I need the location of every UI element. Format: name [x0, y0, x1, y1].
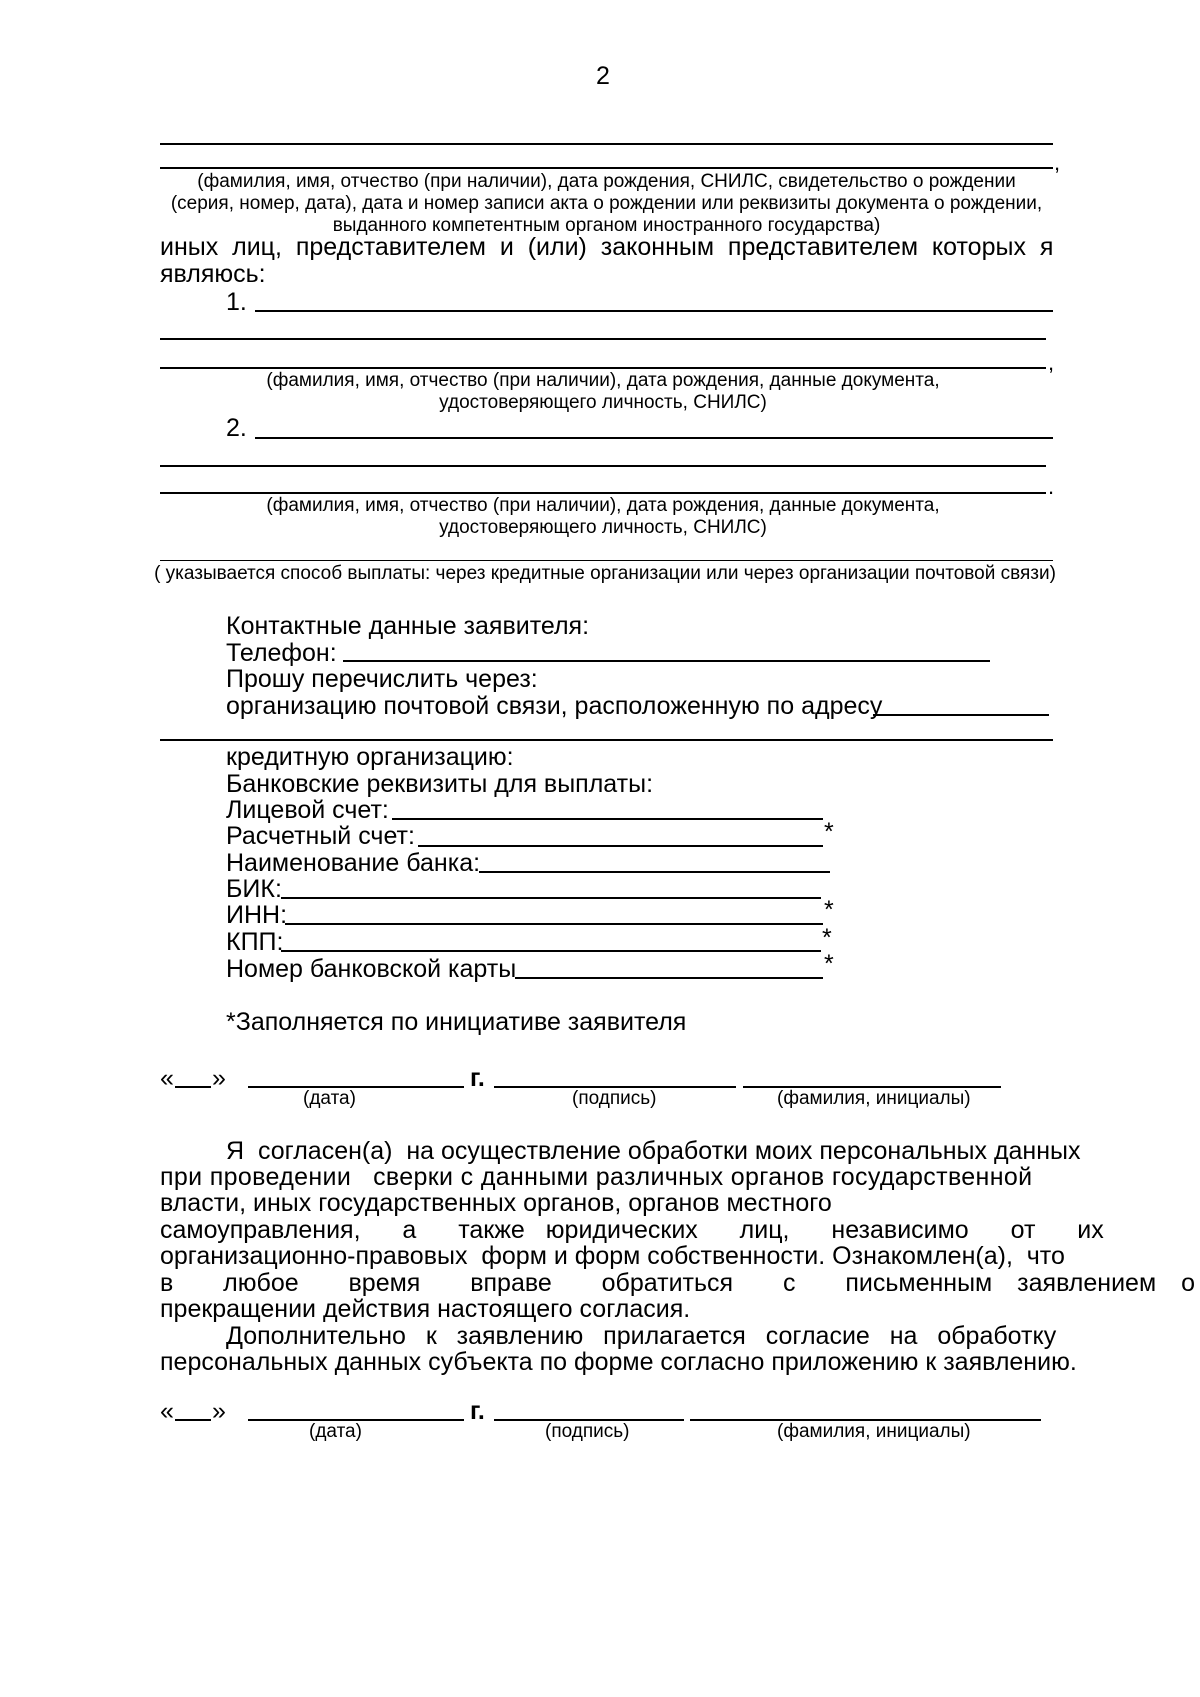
person-1-trailing: , [1048, 350, 1055, 375]
header-caption-line: (серия, номер, дата), дата и номер записи акта о рождении или реквизиты документа о рождении, [170, 193, 1043, 214]
consent-line-2: при проведении сверки с данными различных органов государственной [160, 1163, 1033, 1191]
post-address-field[interactable] [873, 714, 1049, 716]
signature-1-year-suffix: г. [470, 1064, 485, 1092]
phone-label: Телефон: [226, 639, 337, 667]
person-1-fill-line-1[interactable] [255, 310, 1053, 312]
person-2-caption-line: (фамилия, имя, отчество (при наличии), дата рождения, данные документа, [266, 495, 940, 516]
person-2-fill-line-2[interactable] [160, 465, 1046, 467]
payment-method-caption: ( указывается способ выплаты: через кредитные организации или через организации почтовой связи) [154, 563, 1056, 584]
signature-2-date-caption: (дата) [309, 1421, 362, 1442]
person-1-caption-line: удостоверяющего личность, СНИЛС) [439, 392, 767, 413]
kpp-field[interactable] [281, 950, 821, 952]
signature-2-close-quote: » [212, 1397, 226, 1425]
person-1-fill-line-3[interactable] [160, 367, 1046, 369]
transfer-label: Прошу перечислить через: [226, 665, 538, 693]
consent-line-6: в любое время вправе обратиться с письменным заявлением о [160, 1269, 1195, 1297]
additional-line-1: Дополнительно к заявлению прилагается согласие на обработку [226, 1322, 1057, 1350]
signature-1-date-field[interactable] [248, 1086, 464, 1088]
bik-label: БИК: [226, 875, 282, 903]
signature-2-sign-caption: (подпись) [545, 1421, 630, 1442]
signature-1-name-caption: (фамилия, инициалы) [777, 1088, 971, 1109]
intro-line-1: иных лиц, представителем и (или) законным представителем которых я [160, 233, 1054, 261]
page-number: 2 [596, 62, 610, 90]
intro-line-2: являюсь: [160, 260, 266, 288]
person-2-fill-line-1[interactable] [255, 437, 1053, 439]
inn-label: ИНН: [226, 901, 288, 929]
kpp-required-mark: * [822, 924, 832, 952]
consent-line-5: организационно-правовых форм и форм собственности. Ознакомлен(а), что [160, 1242, 1065, 1270]
signature-1-sign-caption: (подпись) [572, 1088, 657, 1109]
header-fill-line-2[interactable] [160, 167, 1053, 169]
bank-card-required-mark: * [824, 950, 834, 978]
post-address-field-continued[interactable] [160, 739, 1053, 741]
person-2-caption [160, 495, 1046, 539]
signature-1-date-caption: (дата) [303, 1088, 356, 1109]
bank-card-field[interactable] [515, 977, 823, 979]
person-1-caption-line: (фамилия, имя, отчество (при наличии), дата рождения, данные документа, [266, 370, 940, 391]
consent-line-3-text: власти, иных государственных органов, органов местного [160, 1189, 832, 1217]
header-caption [160, 171, 1053, 237]
person-1-fill-line-2[interactable] [160, 338, 1046, 340]
consent-line-7: прекращении действия настоящего согласия. [160, 1295, 691, 1323]
signature-1-close-quote: » [212, 1064, 226, 1092]
signature-2-year-suffix: г. [470, 1397, 485, 1425]
payment-method-fill-line[interactable] [160, 560, 1053, 561]
consent-line-3 [160, 1189, 1060, 1218]
header-fill-line-1[interactable] [160, 143, 1053, 145]
bank-name-field[interactable] [479, 871, 830, 873]
header-caption-line: выданного компетентным органом иностранного государства) [332, 215, 881, 236]
person-2-caption-line: удостоверяющего личность, СНИЛС) [439, 517, 767, 538]
contacts-heading: Контактные данные заявителя: [226, 612, 590, 640]
person-1-number: 1. [226, 288, 247, 316]
person-2-trailing: . [1048, 474, 1055, 499]
signature-1-open-quote: « [160, 1064, 174, 1092]
settlement-account-label: Расчетный счет: [226, 822, 415, 850]
inn-required-mark: * [824, 896, 834, 924]
kpp-label: КПП: [226, 928, 284, 956]
consent-line-4: самоуправления, а также юридических лиц, независимо от их [160, 1216, 1104, 1244]
personal-account-field[interactable] [392, 818, 823, 820]
additional-line-2: персональных данных субъекта по форме согласно приложению к заявлению. [160, 1348, 1077, 1376]
header-trailing-comma: , [1054, 150, 1061, 175]
settlement-account-required-mark: * [824, 818, 834, 846]
person-2-fill-line-3[interactable] [160, 492, 1046, 494]
person-1-caption [160, 370, 1046, 414]
person-2-number: 2. [226, 414, 247, 442]
phone-field[interactable] [343, 660, 990, 662]
consent-line-1: Я согласен(а) на осуществление обработки моих персональных данных [226, 1137, 1081, 1165]
bank-card-label: Номер банковской карты [226, 955, 517, 983]
inn-field[interactable] [285, 923, 823, 925]
personal-account-label: Лицевой счет: [226, 796, 389, 824]
settlement-account-field[interactable] [418, 845, 823, 847]
signature-2-day-field[interactable] [175, 1419, 211, 1421]
signature-1-day-field[interactable] [175, 1086, 211, 1088]
post-address-label: организацию почтовой связи, расположенную по адресу [226, 692, 883, 720]
signature-2-open-quote: « [160, 1397, 174, 1425]
header-caption-line: (фамилия, имя, отчество (при наличии), дата рождения, СНИЛС, свидетельство о рождении [197, 171, 1016, 192]
footnote: *Заполняется по инициативе заявителя [226, 1008, 687, 1036]
credit-organization-label: кредитную организацию: [226, 743, 514, 771]
bik-field[interactable] [281, 897, 821, 899]
signature-2-name-caption: (фамилия, инициалы) [777, 1421, 971, 1442]
bank-name-label: Наименование банка: [226, 849, 481, 877]
bank-details-label: Банковские реквизиты для выплаты: [226, 770, 654, 798]
